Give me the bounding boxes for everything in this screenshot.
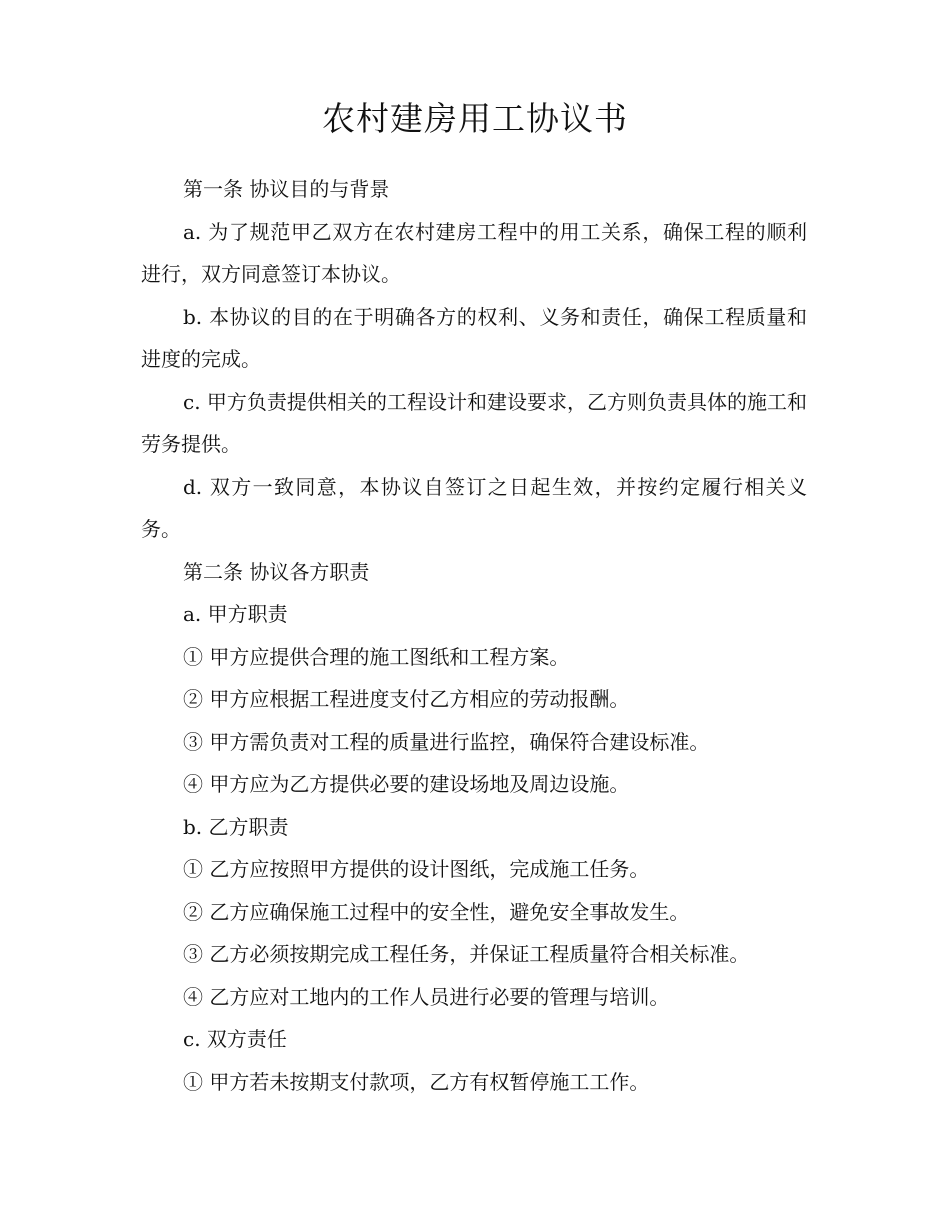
party-b-item-3: ③ 乙方必须按期完成工程任务，并保证工程质量符合相关标准。 — [183, 942, 750, 966]
section1-item-d: d. 双方一致同意，本协议自签订之日起生效，并按约定履行相关义务。 — [141, 474, 807, 541]
section1-heading: 第一条 协议目的与背景 — [183, 177, 390, 201]
party-b-item-1: ① 乙方应按照甲方提供的设计图纸，完成施工任务。 — [183, 857, 650, 881]
both-parties-heading: c. 双方责任 — [183, 1027, 287, 1051]
section2-heading: 第二条 协议各方职责 — [183, 559, 370, 584]
party-b-heading: b. 乙方职责 — [183, 814, 289, 839]
section1-item-a: a. 为了规范甲乙双方在农村建房工程中的用工关系，确保工程的顺利进行，双方同意签订本协议。 — [141, 219, 807, 286]
party-a-item-2: ② 甲方应根据工程进度支付乙方相应的劳动报酬。 — [183, 687, 630, 711]
party-a-item-1: ① 甲方应提供合理的施工图纸和工程方案。 — [183, 644, 570, 669]
document-title: 农村建房用工协议书 — [322, 99, 628, 138]
party-b-item-4: ④ 乙方应对工地内的工作人员进行必要的管理与培训。 — [183, 984, 670, 1009]
party-a-item-4: ④ 甲方应为乙方提供必要的建设场地及周边设施。 — [183, 772, 630, 796]
party-a-heading: a. 甲方职责 — [183, 602, 288, 626]
section1-item-b: b. 本协议的目的在于明确各方的权利、义务和责任，确保工程质量和进度的完成。 — [141, 304, 807, 371]
section1-item-c: c. 甲方负责提供相关的工程设计和建设要求，乙方则负责具体的施工和劳务提供。 — [141, 389, 807, 456]
both-parties-item-1: ① 甲方若未按期支付款项，乙方有权暂停施工工作。 — [183, 1069, 650, 1094]
party-a-item-3: ③ 甲方需负责对工程的质量进行监控，确保符合建设标准。 — [183, 729, 710, 754]
party-b-item-2: ② 乙方应确保施工过程中的安全性，避免安全事故发生。 — [183, 899, 690, 924]
document-body — [141, 168, 807, 1103]
